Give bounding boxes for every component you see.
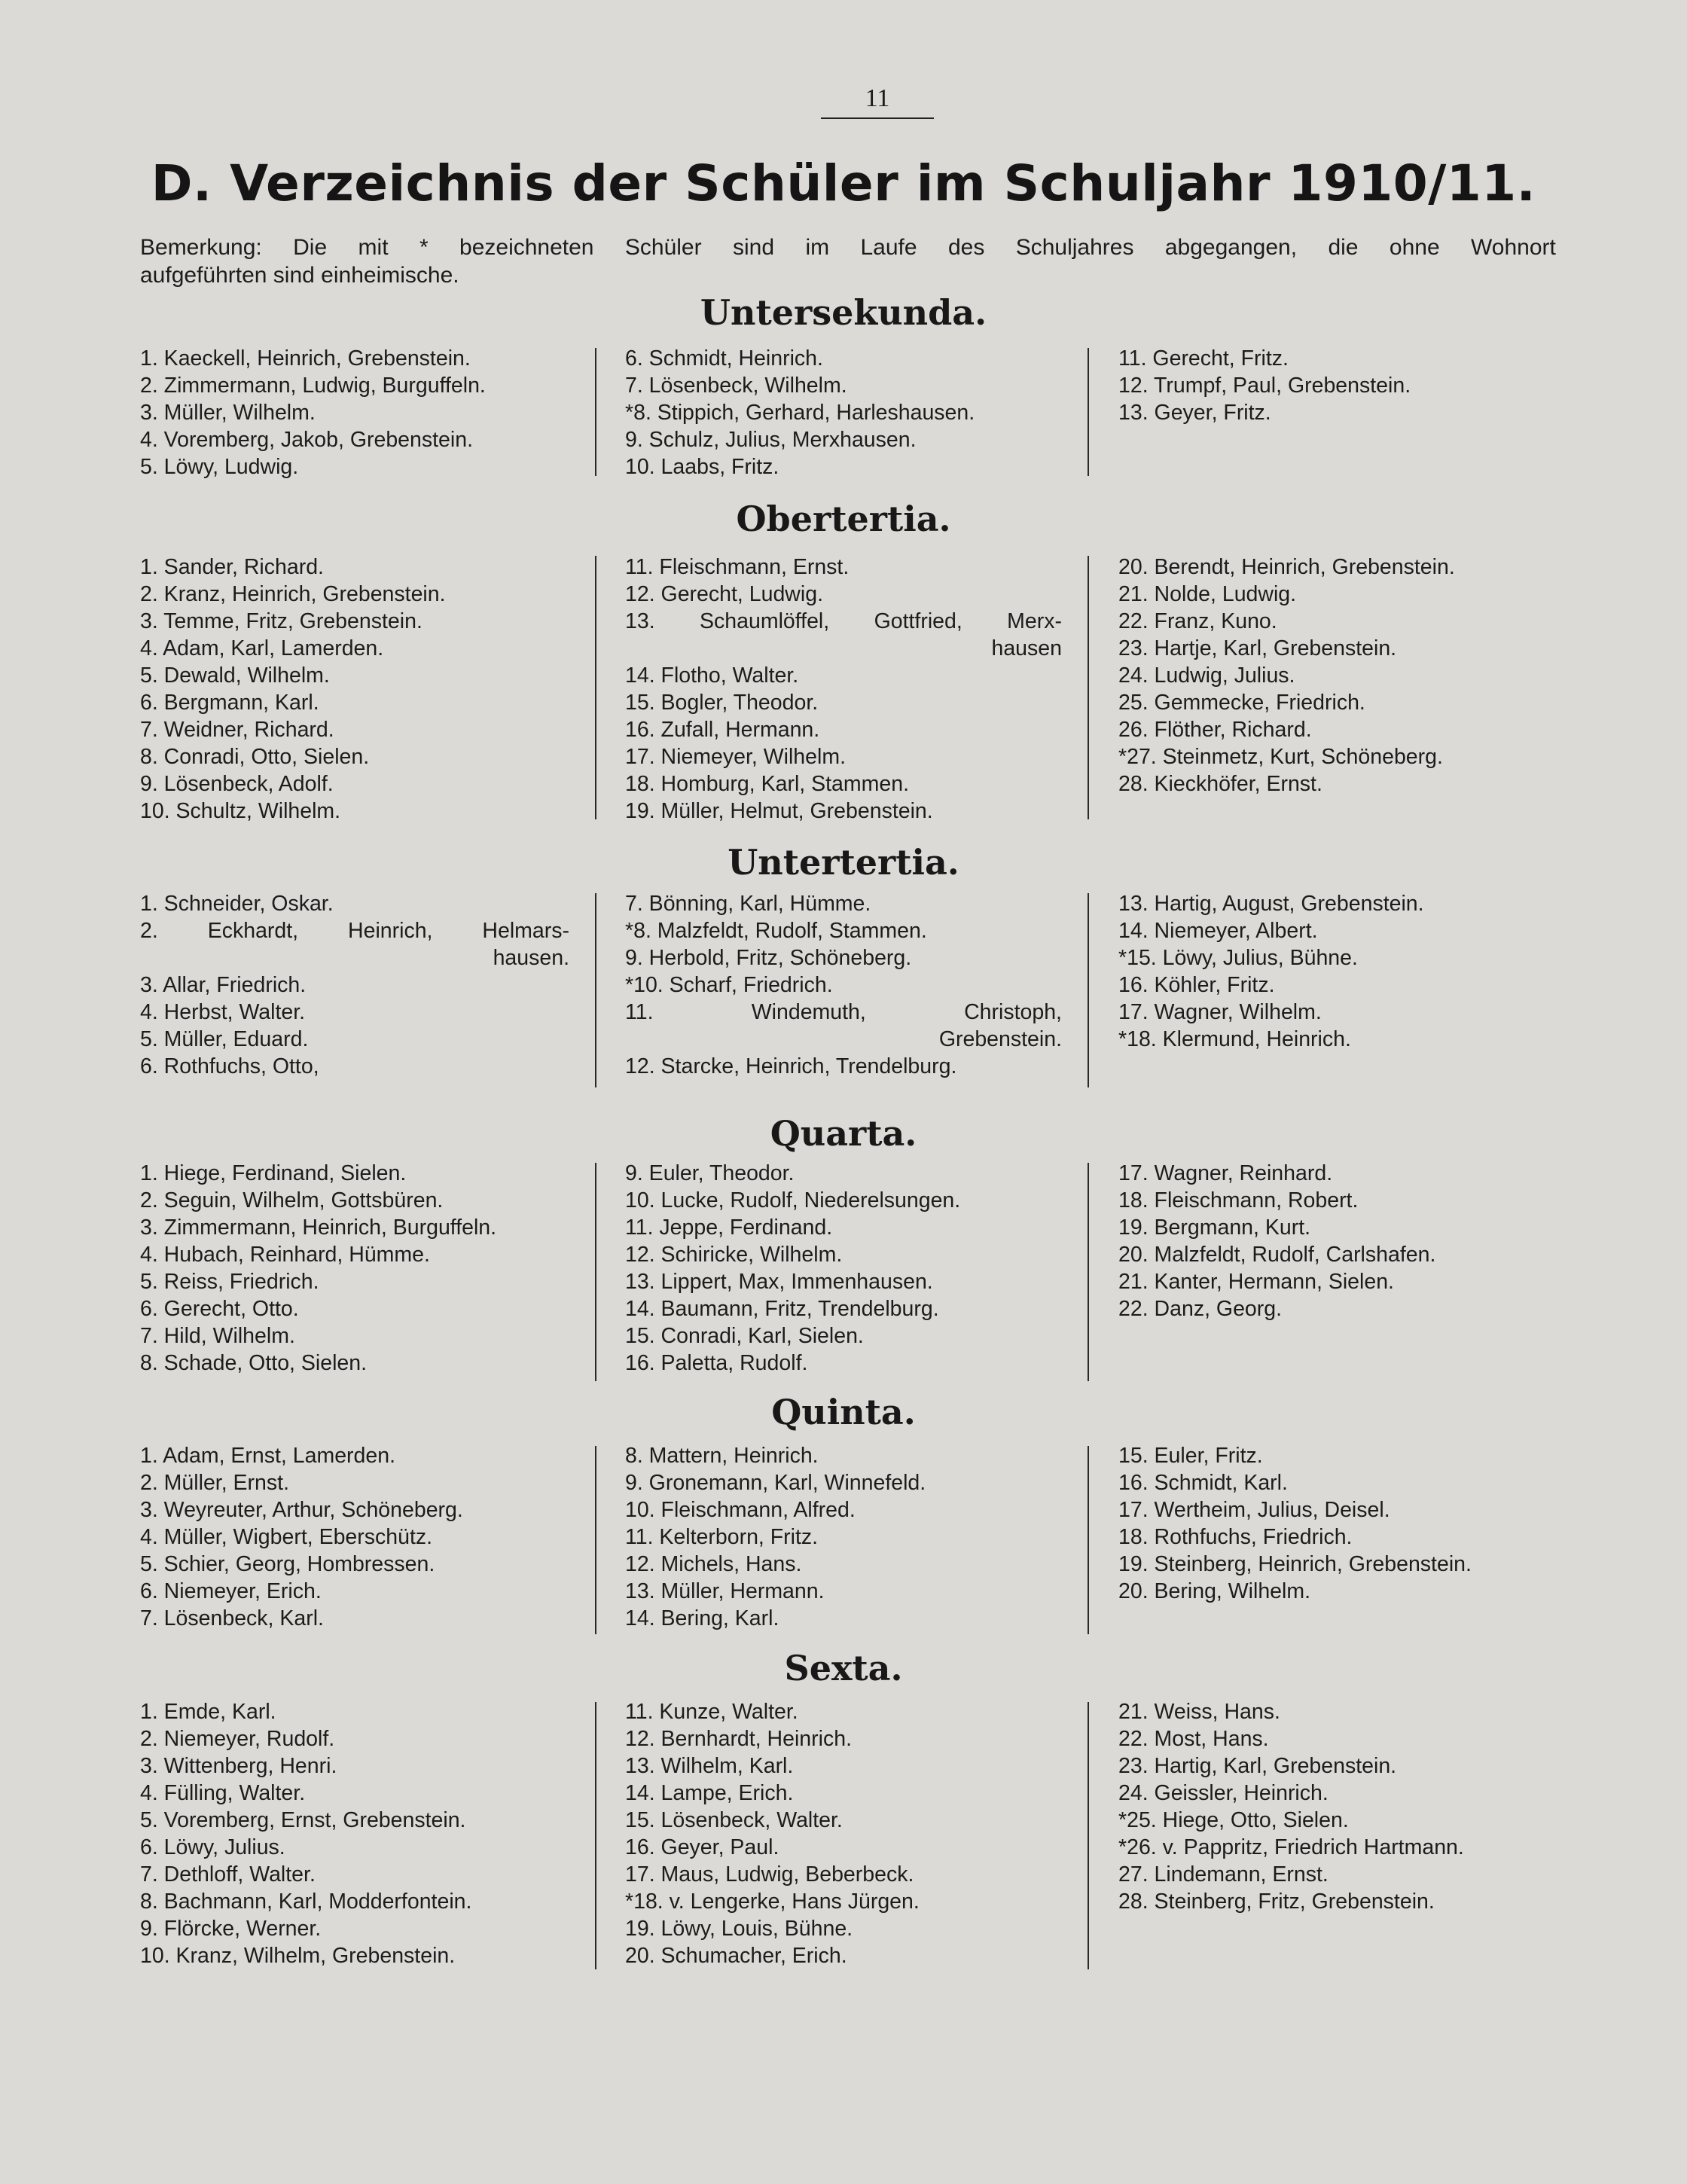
student-entry: *8. Malzfeldt, Rudolf, Stammen. (625, 919, 927, 943)
page-number: 11 (821, 84, 934, 119)
obertertia-column-1 (140, 554, 569, 825)
column-divider (1088, 893, 1089, 1087)
student-entry: 13. Geyer, Fritz. (1118, 401, 1271, 425)
remark-word: im (805, 235, 830, 260)
student-entry: 11. Kunze, Walter. (625, 1700, 798, 1724)
student-entry: 24. Geissler, Heinrich. (1118, 1781, 1329, 1805)
student-entry: 3. Zimmermann, Heinrich, Burguffeln. (140, 1216, 497, 1240)
student-entry: 2. Zimmermann, Ludwig, Burguffeln. (140, 374, 486, 398)
student-entry: 3. Wittenberg, Henri. (140, 1754, 337, 1778)
student-entry: 6. Löwy, Julius. (140, 1835, 285, 1859)
student-entry: 3. Weyreuter, Arthur, Schöneberg. (140, 1498, 463, 1522)
student-entry: 7. Lösenbeck, Karl. (140, 1606, 324, 1630)
student-entry: 15. Lösenbeck, Walter. (625, 1808, 843, 1832)
column-divider (1088, 1163, 1089, 1381)
untersekunda-column-1 (140, 345, 569, 480)
student-entry: 6. Niemeyer, Erich. (140, 1579, 322, 1603)
remark-word: die (1328, 235, 1359, 260)
remark-word: ohne (1389, 235, 1440, 260)
student-entry: 16. Geyer, Paul. (625, 1835, 779, 1859)
student-entry: 16. Köhler, Fritz. (1118, 973, 1275, 997)
remark-word: des (947, 235, 985, 260)
section-heading-untertertia: Untertertia. (728, 842, 959, 883)
student-entry: 6. Gerecht, Otto. (140, 1297, 299, 1321)
student-entry: 17. Wertheim, Julius, Deisel. (1118, 1498, 1390, 1522)
student-entry: 13. Lippert, Max, Immenhausen. (625, 1270, 933, 1294)
column-divider (1088, 556, 1089, 819)
remark-word: Schuljahres (1015, 235, 1134, 260)
student-entry: 2. Eckhardt, Heinrich, Helmars- (140, 919, 569, 943)
section-heading-obertertia: Obertertia. (736, 499, 951, 539)
student-entry: 15. Euler, Fritz. (1118, 1444, 1263, 1468)
obertertia-column-2 (625, 554, 1062, 825)
student-entry: 1. Hiege, Ferdinand, Sielen. (140, 1161, 407, 1185)
untertertia-column-3 (1118, 890, 1570, 1053)
column-divider (595, 348, 596, 476)
column-divider (595, 1446, 596, 1634)
student-entry: 5. Voremberg, Ernst, Grebenstein. (140, 1808, 466, 1832)
untersekunda-column-3 (1118, 345, 1570, 426)
student-entry: 8. Mattern, Heinrich. (625, 1444, 819, 1468)
remark-word: Bemerkung: (140, 235, 262, 260)
student-entry: 20. Malzfeldt, Rudolf, Carlshafen. (1118, 1243, 1436, 1267)
obertertia-column-3 (1118, 554, 1570, 798)
student-entry: 13. Schaumlöffel, Gottfried, Merx- (625, 609, 1062, 633)
student-entry: 25. Gemmecke, Friedrich. (1118, 691, 1365, 715)
student-entry: 7. Dethloff, Walter. (140, 1862, 316, 1887)
student-entry: 18. Rothfuchs, Friedrich. (1118, 1525, 1353, 1549)
remark-word: bezeichneten (459, 235, 594, 260)
student-entry: 5. Müller, Eduard. (140, 1027, 309, 1051)
student-entry: 11. Gerecht, Fritz. (1118, 346, 1289, 371)
column-divider (595, 556, 596, 819)
quarta-column-3 (1118, 1160, 1570, 1322)
student-entry: 28. Kieckhöfer, Ernst. (1118, 772, 1322, 796)
remark-word: Schüler (624, 235, 702, 260)
student-entry: 13. Müller, Hermann. (625, 1579, 825, 1603)
student-entry: 5. Schier, Georg, Hombressen. (140, 1552, 435, 1576)
student-entry: 17. Niemeyer, Wilhelm. (625, 745, 847, 769)
student-entry: 15. Bogler, Theodor. (625, 691, 819, 715)
remark-word: Laufe (860, 235, 917, 260)
student-entry: 21. Kanter, Hermann, Sielen. (1118, 1270, 1394, 1294)
quinta-column-2 (625, 1442, 1062, 1632)
student-entry: 16. Zufall, Hermann. (625, 718, 820, 742)
quinta-column-3 (1118, 1442, 1570, 1605)
student-entry: 24. Ludwig, Julius. (1118, 663, 1295, 688)
student-entry: 2. Müller, Ernst. (140, 1471, 289, 1495)
student-entry: 17. Wagner, Wilhelm. (1118, 1000, 1322, 1024)
student-entry: 16. Schmidt, Karl. (1118, 1471, 1288, 1495)
remark-word: mit (358, 235, 389, 260)
student-entry: 4. Herbst, Walter. (140, 1000, 306, 1024)
section-heading-untersekunda: Untersekunda. (700, 292, 987, 333)
student-entry: 27. Lindemann, Ernst. (1118, 1862, 1329, 1887)
student-entry: 23. Hartje, Karl, Grebenstein. (1118, 636, 1397, 660)
student-entry: 1. Kaeckell, Heinrich, Grebenstein. (140, 346, 471, 371)
student-entry: 4. Fülling, Walter. (140, 1781, 306, 1805)
student-entry: 21. Weiss, Hans. (1118, 1700, 1280, 1724)
student-entry: 10. Fleischmann, Alfred. (625, 1498, 856, 1522)
untersekunda-column-2 (625, 345, 1062, 480)
student-entry: 9. Flörcke, Werner. (140, 1917, 322, 1941)
student-entry: 11. Fleischmann, Ernst. (625, 555, 850, 579)
student-entry: 8. Conradi, Otto, Sielen. (140, 745, 370, 769)
student-entry-continuation: Grebenstein. (938, 1027, 1062, 1051)
student-entry: 11. Kelterborn, Fritz. (625, 1525, 819, 1549)
student-entry: 12. Starcke, Heinrich, Trendelburg. (625, 1054, 957, 1078)
student-entry: 11. Windemuth, Christoph, (625, 1000, 1062, 1024)
quarta-column-2 (625, 1160, 1062, 1377)
untertertia-column-1 (140, 890, 569, 1080)
student-entry: 18. Fleischmann, Robert. (1118, 1188, 1359, 1212)
student-entry: 20. Schumacher, Erich. (625, 1944, 847, 1968)
column-divider (1088, 348, 1089, 476)
untertertia-column-2 (625, 890, 1062, 1080)
quinta-column-1 (140, 1442, 569, 1632)
student-entry: 4. Hubach, Reinhard, Hümme. (140, 1243, 430, 1267)
student-entry: 1. Schneider, Oskar. (140, 892, 334, 916)
student-entry: 14. Baumann, Fritz, Trendelburg. (625, 1297, 939, 1321)
remark-word: Die (293, 235, 328, 260)
student-entry: 4. Voremberg, Jakob, Grebenstein. (140, 428, 474, 452)
remark-word: Wohnort (1471, 235, 1556, 260)
student-entry: 6. Bergmann, Karl. (140, 691, 319, 715)
student-entry: 9. Lösenbeck, Adolf. (140, 772, 334, 796)
student-entry: 8. Bachmann, Karl, Modderfontein. (140, 1890, 472, 1914)
student-entry: 7. Weidner, Richard. (140, 718, 334, 742)
remark-word: sind (733, 235, 775, 260)
remark-line-2: aufgeführten sind einheimische. (140, 263, 459, 288)
student-entry: 3. Müller, Wilhelm. (140, 401, 316, 425)
student-entry: 9. Herbold, Fritz, Schöneberg. (625, 946, 912, 970)
student-entry: 9. Gronemann, Karl, Winnefeld. (625, 1471, 926, 1495)
student-entry: *10. Scharf, Friedrich. (625, 973, 833, 997)
student-entry: 7. Bönning, Karl, Hümme. (625, 892, 871, 916)
student-entry: 1. Sander, Richard. (140, 555, 324, 579)
student-entry: 4. Müller, Wigbert, Eberschütz. (140, 1525, 433, 1549)
student-entry: 4. Adam, Karl, Lamerden. (140, 636, 384, 660)
student-entry: *8. Stippich, Gerhard, Harleshausen. (625, 401, 975, 425)
sexta-column-1 (140, 1698, 569, 1969)
student-entry: 22. Most, Hans. (1118, 1727, 1269, 1751)
column-divider (595, 893, 596, 1087)
student-entry: 22. Danz, Georg. (1118, 1297, 1283, 1321)
student-entry: 8. Schade, Otto, Sielen. (140, 1351, 368, 1375)
student-entry: *15. Löwy, Julius, Bühne. (1118, 946, 1358, 970)
student-entry: 3. Temme, Fritz, Grebenstein. (140, 609, 423, 633)
student-entry: 19. Müller, Helmut, Grebenstein. (625, 799, 933, 823)
student-entry: 10. Schultz, Wilhelm. (140, 799, 341, 823)
student-entry: 14. Flotho, Walter. (625, 663, 799, 688)
student-entry: 10. Kranz, Wilhelm, Grebenstein. (140, 1944, 456, 1968)
student-entry: 18. Homburg, Karl, Stammen. (625, 772, 909, 796)
page-title: D. Verzeichnis der Schüler im Schuljahr 1910/11. (151, 154, 1536, 212)
student-entry: 12. Schiricke, Wilhelm. (625, 1243, 843, 1267)
student-entry: 6. Rothfuchs, Otto, (140, 1054, 319, 1078)
sexta-column-2 (625, 1698, 1062, 1969)
student-entry: 12. Gerecht, Ludwig. (625, 582, 823, 606)
student-entry: 3. Allar, Friedrich. (140, 973, 307, 997)
section-heading-sexta: Sexta. (784, 1648, 903, 1688)
student-entry: 20. Bering, Wilhelm. (1118, 1579, 1311, 1603)
student-entry: *26. v. Pappritz, Friedrich Hartmann. (1118, 1835, 1464, 1859)
student-entry: 2. Seguin, Wilhelm, Gottsbüren. (140, 1188, 444, 1212)
student-entry: 1. Adam, Ernst, Lamerden. (140, 1444, 396, 1468)
student-entry: 16. Paletta, Rudolf. (625, 1351, 808, 1375)
section-heading-quarta: Quarta. (770, 1113, 917, 1154)
student-entry: 17. Wagner, Reinhard. (1118, 1161, 1333, 1185)
student-entry: 10. Laabs, Fritz. (625, 455, 779, 479)
student-entry: 12. Bernhardt, Heinrich. (625, 1727, 852, 1751)
remark-line-1 (140, 233, 1556, 261)
student-entry: 23. Hartig, Karl, Grebenstein. (1118, 1754, 1397, 1778)
student-entry: 12. Trumpf, Paul, Grebenstein. (1118, 374, 1411, 398)
student-entry: *18. v. Lengerke, Hans Jürgen. (625, 1890, 920, 1914)
column-divider (1088, 1702, 1089, 1969)
sexta-column-3 (1118, 1698, 1570, 1915)
student-entry: 13. Hartig, August, Grebenstein. (1118, 892, 1424, 916)
student-entry: 22. Franz, Kuno. (1118, 609, 1277, 633)
student-entry: 14. Niemeyer, Albert. (1118, 919, 1318, 943)
student-entry: *18. Klermund, Heinrich. (1118, 1027, 1351, 1051)
student-entry: 15. Conradi, Karl, Sielen. (625, 1324, 864, 1348)
student-entry: 19. Bergmann, Kurt. (1118, 1216, 1311, 1240)
student-entry: 12. Michels, Hans. (625, 1552, 802, 1576)
student-entry: 19. Steinberg, Heinrich, Grebenstein. (1118, 1552, 1472, 1576)
student-entry-continuation: hausen (991, 636, 1062, 660)
student-entry: 13. Wilhelm, Karl. (625, 1754, 794, 1778)
student-entry: 5. Dewald, Wilhelm. (140, 663, 330, 688)
student-entry-continuation: hausen. (493, 946, 569, 970)
student-entry: 9. Schulz, Julius, Merxhausen. (625, 428, 917, 452)
remark (140, 233, 1556, 289)
column-divider (595, 1163, 596, 1381)
student-entry: 21. Nolde, Ludwig. (1118, 582, 1297, 606)
student-entry: 6. Schmidt, Heinrich. (625, 346, 823, 371)
student-entry: 14. Lampe, Erich. (625, 1781, 794, 1805)
student-entry: 5. Reiss, Friedrich. (140, 1270, 319, 1294)
remark-word: abgegangen, (1164, 235, 1298, 260)
student-entry: *25. Hiege, Otto, Sielen. (1118, 1808, 1349, 1832)
student-entry: 11. Jeppe, Ferdinand. (625, 1216, 833, 1240)
student-entry: 5. Löwy, Ludwig. (140, 455, 299, 479)
student-entry: 10. Lucke, Rudolf, Niederelsungen. (625, 1188, 961, 1212)
student-entry: *27. Steinmetz, Kurt, Schöneberg. (1118, 745, 1443, 769)
student-entry: 7. Lösenbeck, Wilhelm. (625, 374, 847, 398)
student-entry: 17. Maus, Ludwig, Beberbeck. (625, 1862, 914, 1887)
column-divider (595, 1702, 596, 1969)
student-entry: 7. Hild, Wilhelm. (140, 1324, 295, 1348)
student-entry: 1. Emde, Karl. (140, 1700, 276, 1724)
student-entry: 2. Kranz, Heinrich, Grebenstein. (140, 582, 446, 606)
student-entry: 26. Flöther, Richard. (1118, 718, 1312, 742)
student-entry: 19. Löwy, Louis, Bühne. (625, 1917, 853, 1941)
student-entry: 20. Berendt, Heinrich, Grebenstein. (1118, 555, 1455, 579)
column-divider (1088, 1446, 1089, 1634)
section-heading-quinta: Quinta. (771, 1392, 916, 1432)
student-entry: 2. Niemeyer, Rudolf. (140, 1727, 335, 1751)
student-entry: 28. Steinberg, Fritz, Grebenstein. (1118, 1890, 1435, 1914)
quarta-column-1 (140, 1160, 569, 1377)
student-entry: 9. Euler, Theodor. (625, 1161, 795, 1185)
student-entry: 14. Bering, Karl. (625, 1606, 779, 1630)
remark-word: * (419, 235, 429, 260)
